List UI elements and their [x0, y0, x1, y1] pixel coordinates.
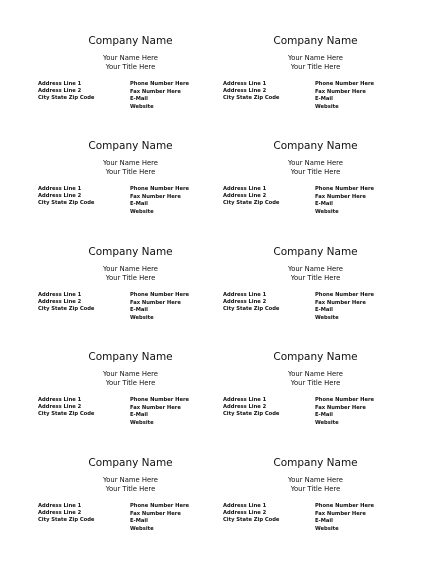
business-card [38, 246, 223, 351]
contact-block [315, 397, 374, 427]
company-name: Company Name [273, 457, 358, 469]
company-name: Company Name [88, 140, 173, 152]
phone-number: Phone Number Here [315, 81, 375, 87]
website: Website [315, 103, 339, 110]
person-title: Your Title Here [105, 485, 156, 493]
contact-block [130, 397, 189, 427]
address-block [38, 503, 94, 524]
contact-block [130, 81, 189, 111]
website: Website [130, 103, 154, 110]
phone-number: Phone Number Here [130, 81, 190, 87]
website: Website [130, 419, 154, 426]
address-line-2: Address Line 2 [223, 193, 267, 199]
business-card [38, 457, 223, 562]
person-title: Your Title Here [290, 485, 341, 493]
company-name: Company Name [88, 35, 173, 47]
phone-number: Phone Number Here [130, 186, 190, 192]
address-line-1: Address Line 1 [38, 292, 82, 298]
city-state-zip: City State Zip Code [38, 411, 95, 417]
address-line-1: Address Line 1 [38, 81, 82, 87]
address-block [223, 81, 279, 102]
business-card [223, 246, 408, 351]
contact-block [130, 503, 189, 533]
email-address: E-Mail [130, 201, 148, 207]
phone-number: Phone Number Here [315, 292, 375, 298]
company-name: Company Name [273, 35, 358, 47]
person-name: Your Name Here [287, 265, 343, 273]
email-address: E-Mail [130, 307, 148, 313]
address-line-1: Address Line 1 [223, 292, 267, 298]
company-name: Company Name [88, 246, 173, 258]
city-state-zip: City State Zip Code [38, 95, 95, 101]
contact-block [315, 81, 374, 111]
fax-number: Fax Number Here [130, 193, 181, 200]
address-line-1: Address Line 1 [223, 503, 267, 509]
address-line-2: Address Line 2 [38, 193, 82, 199]
fax-number: Fax Number Here [130, 510, 181, 517]
business-card [38, 35, 223, 140]
contact-block [315, 503, 374, 533]
business-card [223, 351, 408, 456]
address-line-2: Address Line 2 [38, 299, 82, 305]
city-state-zip: City State Zip Code [223, 200, 280, 206]
phone-number: Phone Number Here [315, 503, 375, 509]
address-block [223, 397, 279, 418]
address-line-2: Address Line 2 [223, 299, 267, 305]
fax-number: Fax Number Here [130, 404, 181, 411]
website: Website [315, 314, 339, 321]
email-address: E-Mail [315, 201, 333, 207]
address-line-1: Address Line 1 [223, 186, 267, 192]
company-name: Company Name [273, 246, 358, 258]
company-name: Company Name [273, 140, 358, 152]
person-title: Your Title Here [290, 63, 341, 71]
address-line-1: Address Line 1 [223, 397, 267, 403]
phone-number: Phone Number Here [315, 186, 375, 192]
email-address: E-Mail [315, 518, 333, 524]
address-line-2: Address Line 2 [223, 88, 267, 94]
phone-number: Phone Number Here [130, 397, 190, 403]
website: Website [130, 525, 154, 532]
contact-block [130, 186, 189, 216]
phone-number: Phone Number Here [130, 503, 190, 509]
phone-number: Phone Number Here [130, 292, 190, 298]
email-address: E-Mail [315, 307, 333, 313]
address-block [38, 397, 94, 418]
fax-number: Fax Number Here [315, 193, 366, 200]
city-state-zip: City State Zip Code [223, 411, 280, 417]
person-name: Your Name Here [102, 476, 158, 484]
website: Website [315, 525, 339, 532]
phone-number: Phone Number Here [315, 397, 375, 403]
person-title: Your Title Here [105, 274, 156, 282]
fax-number: Fax Number Here [315, 88, 366, 95]
city-state-zip: City State Zip Code [223, 306, 280, 312]
city-state-zip: City State Zip Code [223, 517, 280, 523]
website: Website [130, 314, 154, 321]
address-line-1: Address Line 1 [38, 503, 82, 509]
fax-number: Fax Number Here [130, 299, 181, 306]
business-card [223, 140, 408, 245]
business-card [223, 457, 408, 562]
person-name: Your Name Here [102, 370, 158, 378]
contact-block [315, 186, 374, 216]
person-title: Your Title Here [290, 379, 341, 387]
website: Website [315, 208, 339, 215]
address-block [223, 503, 279, 524]
address-block [38, 186, 94, 207]
contact-block [315, 292, 374, 322]
address-line-2: Address Line 2 [38, 88, 82, 94]
company-name: Company Name [273, 351, 358, 363]
address-block [223, 292, 279, 313]
address-block [38, 81, 94, 102]
city-state-zip: City State Zip Code [38, 200, 95, 206]
email-address: E-Mail [130, 518, 148, 524]
person-name: Your Name Here [102, 159, 158, 167]
address-block [38, 292, 94, 313]
address-line-2: Address Line 2 [38, 404, 82, 410]
email-address: E-Mail [130, 96, 148, 102]
business-card [223, 35, 408, 140]
address-block [223, 186, 279, 207]
address-line-1: Address Line 1 [38, 397, 82, 403]
contact-block [130, 292, 189, 322]
person-name: Your Name Here [102, 54, 158, 62]
person-name: Your Name Here [287, 370, 343, 378]
person-title: Your Title Here [290, 274, 341, 282]
website: Website [315, 419, 339, 426]
fax-number: Fax Number Here [130, 88, 181, 95]
city-state-zip: City State Zip Code [38, 517, 95, 523]
person-name: Your Name Here [287, 54, 343, 62]
fax-number: Fax Number Here [315, 510, 366, 517]
fax-number: Fax Number Here [315, 404, 366, 411]
person-name: Your Name Here [287, 476, 343, 484]
email-address: E-Mail [315, 412, 333, 418]
person-title: Your Title Here [105, 63, 156, 71]
website: Website [130, 208, 154, 215]
address-line-1: Address Line 1 [223, 81, 267, 87]
business-card [38, 351, 223, 456]
company-name: Company Name [88, 457, 173, 469]
fax-number: Fax Number Here [315, 299, 366, 306]
person-name: Your Name Here [102, 265, 158, 273]
person-title: Your Title Here [105, 379, 156, 387]
address-line-2: Address Line 2 [38, 510, 82, 516]
person-title: Your Title Here [290, 168, 341, 176]
company-name: Company Name [88, 351, 173, 363]
city-state-zip: City State Zip Code [38, 306, 95, 312]
person-title: Your Title Here [105, 168, 156, 176]
business-card [38, 140, 223, 245]
address-line-1: Address Line 1 [38, 186, 82, 192]
email-address: E-Mail [315, 96, 333, 102]
address-line-2: Address Line 2 [223, 510, 267, 516]
person-name: Your Name Here [287, 159, 343, 167]
address-line-2: Address Line 2 [223, 404, 267, 410]
city-state-zip: City State Zip Code [223, 95, 280, 101]
email-address: E-Mail [130, 412, 148, 418]
